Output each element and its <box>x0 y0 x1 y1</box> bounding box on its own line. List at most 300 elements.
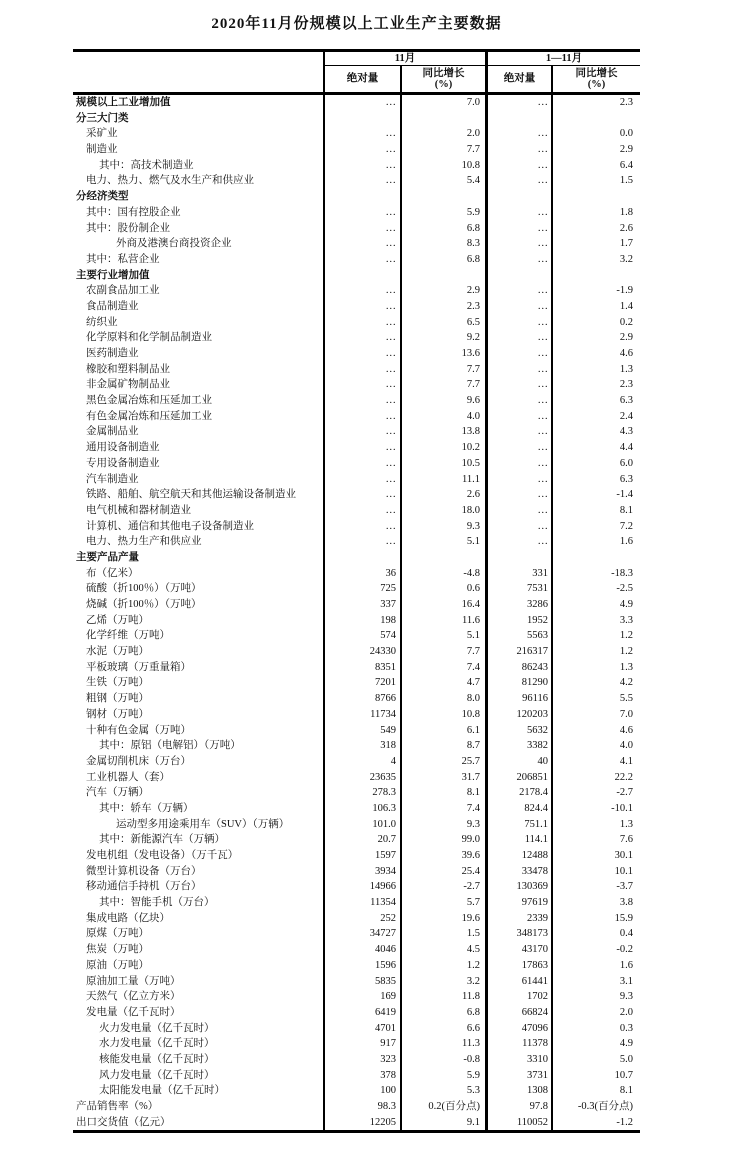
row-label: 其中：新能源汽车（万辆） <box>73 832 325 848</box>
row-label: 化学纤维（万吨） <box>73 628 325 644</box>
header-label: 绝对量 <box>503 73 536 85</box>
cell-cum-absolute: 2339 <box>488 911 553 927</box>
table-row <box>73 707 640 723</box>
cell-cum-growth: 4.6 <box>619 724 633 736</box>
table-row <box>73 126 640 142</box>
table-row <box>73 472 640 488</box>
cell-nov-growth: 7.7 <box>402 644 488 660</box>
row-label: 钢材（万吨） <box>73 707 325 723</box>
cell-nov-growth: 6.6 <box>402 1021 488 1037</box>
row-label: 化学原料和化学制品制造业 <box>73 330 325 346</box>
cell-nov-absolute: … <box>325 252 402 268</box>
row-label: 发电机组（发电设备）（万千瓦） <box>73 848 325 864</box>
cell-nov-absolute: 917 <box>325 1036 402 1052</box>
cell-nov-absolute: … <box>325 283 402 299</box>
table-row <box>73 1036 640 1052</box>
cell-cum-absolute: … <box>488 205 553 221</box>
row-label: 通用设备制造业 <box>73 440 325 456</box>
cell-cum-growth: 3.8 <box>619 897 633 909</box>
cell-nov-growth: 5.3 <box>402 1083 488 1099</box>
table-row <box>73 1099 640 1115</box>
cell-nov-growth: 5.4 <box>402 173 488 189</box>
row-label: 运动型多用途乘用车（SUV）（万辆） <box>73 817 325 833</box>
cell-nov-growth: 8.0 <box>402 691 488 707</box>
cell-nov-absolute: 20.7 <box>325 832 402 848</box>
cell-nov-absolute: 323 <box>325 1052 402 1068</box>
table-row <box>73 895 640 911</box>
table-row <box>73 440 640 456</box>
cell-nov-growth: 11.1 <box>402 472 488 488</box>
table-row <box>73 942 640 958</box>
table-row <box>73 252 640 268</box>
cell-cum-growth: 2.9 <box>619 332 633 344</box>
row-label: 电力、热力生产和供应业 <box>73 534 325 550</box>
table-row <box>73 597 640 613</box>
row-label: 其中：国有控股企业 <box>73 205 325 221</box>
cell-cum-growth: -3.7 <box>616 881 633 893</box>
header-label: 同比增长 <box>422 67 465 79</box>
cell-nov-growth: 16.4 <box>402 597 488 613</box>
cell-nov-growth: 13.8 <box>402 424 488 440</box>
cell-nov-absolute: … <box>325 519 402 535</box>
cell-nov-absolute: … <box>325 330 402 346</box>
row-label: 农副食品加工业 <box>73 283 325 299</box>
cell-nov-growth: 6.1 <box>402 723 488 739</box>
cell-cum-absolute: 216317 <box>488 644 553 660</box>
cell-cum-absolute <box>488 189 553 205</box>
cell-cum-growth: 0.3 <box>619 1022 633 1034</box>
cell-nov-growth: 5.1 <box>402 534 488 550</box>
cell-nov-growth: 9.6 <box>402 393 488 409</box>
cell-cum-absolute: 97.8 <box>488 1099 553 1115</box>
cell-cum-growth: 6.3 <box>619 395 633 407</box>
row-label: 制造业 <box>73 142 325 158</box>
cell-nov-growth: 0.6 <box>402 581 488 597</box>
cell-nov-growth: 39.6 <box>402 848 488 864</box>
cell-cum-absolute: … <box>488 346 553 362</box>
cell-cum-absolute: 130369 <box>488 879 553 895</box>
cell-cum-absolute: … <box>488 221 553 237</box>
cell-nov-absolute: 24330 <box>325 644 402 660</box>
cell-cum-absolute: 40 <box>488 754 553 770</box>
cell-cum-growth: 0.4 <box>619 928 633 940</box>
cell-nov-absolute: … <box>325 142 402 158</box>
table-row <box>73 111 640 127</box>
cell-nov-absolute: 198 <box>325 613 402 629</box>
cell-nov-growth: 10.5 <box>402 456 488 472</box>
row-label: 乙烯（万吨） <box>73 613 325 629</box>
cell-nov-absolute: … <box>325 440 402 456</box>
row-label: 分三大门类 <box>73 111 325 127</box>
row-label: 计算机、通信和其他电子设备制造业 <box>73 519 325 535</box>
row-label: 粗钢（万吨） <box>73 691 325 707</box>
table-row <box>73 675 640 691</box>
table-row <box>73 879 640 895</box>
row-label: 火力发电量（亿千瓦时） <box>73 1021 325 1037</box>
table-row <box>73 456 640 472</box>
cell-nov-growth <box>402 550 488 566</box>
cell-cum-absolute: 5563 <box>488 628 553 644</box>
row-label: 主要行业增加值 <box>73 268 325 284</box>
cell-nov-growth <box>402 111 488 127</box>
table-row <box>73 817 640 833</box>
row-label: 黑色金属冶炼和压延加工业 <box>73 393 325 409</box>
cell-nov-growth: 2.9 <box>402 283 488 299</box>
cell-cum-growth: 6.4 <box>619 159 633 171</box>
cell-cum-growth: 2.9 <box>619 144 633 156</box>
header-unit: (%) <box>434 79 453 90</box>
cell-cum-growth: 6.0 <box>619 457 633 469</box>
cell-nov-growth: 9.3 <box>402 817 488 833</box>
cell-cum-absolute: 331 <box>488 566 553 582</box>
cell-nov-absolute: 4701 <box>325 1021 402 1037</box>
header-label: 同比增长 <box>575 67 618 79</box>
cell-cum-absolute: 12488 <box>488 848 553 864</box>
cell-nov-absolute: 11734 <box>325 707 402 723</box>
cell-nov-growth: 10.2 <box>402 440 488 456</box>
row-label: 焦炭（万吨） <box>73 942 325 958</box>
cell-nov-absolute: … <box>325 158 402 174</box>
table-row <box>73 362 640 378</box>
cell-nov-growth: 5.9 <box>402 205 488 221</box>
cell-cum-absolute <box>488 268 553 284</box>
cell-nov-absolute <box>325 550 402 566</box>
cell-cum-growth: -1.4 <box>616 489 633 501</box>
cell-nov-absolute: 4046 <box>325 942 402 958</box>
row-label: 风力发电量（亿千瓦时） <box>73 1068 325 1084</box>
cell-cum-absolute: … <box>488 173 553 189</box>
row-label: 水力发电量（亿千瓦时） <box>73 1036 325 1052</box>
row-label: 烧碱（折100％）（万吨） <box>73 597 325 613</box>
cell-cum-growth: 30.1 <box>614 850 633 861</box>
cell-nov-absolute: 23635 <box>325 770 402 786</box>
cell-nov-absolute: … <box>325 95 402 111</box>
cell-cum-absolute: 110052 <box>488 1115 553 1131</box>
cell-cum-growth: -2.7 <box>616 787 633 799</box>
table-row <box>73 95 640 111</box>
cell-cum-absolute: … <box>488 503 553 519</box>
row-label: 规模以上工业增加值 <box>73 95 325 111</box>
row-label: 移动通信手持机（万台） <box>73 879 325 895</box>
row-label: 水泥（万吨） <box>73 644 325 660</box>
cell-cum-growth: 4.2 <box>619 677 633 689</box>
cell-cum-growth: 1.8 <box>619 206 633 218</box>
cell-nov-absolute: … <box>325 362 402 378</box>
cell-nov-growth: 1.2 <box>402 958 488 974</box>
cell-nov-growth: 19.6 <box>402 911 488 927</box>
row-label: 原油加工量（万吨） <box>73 974 325 990</box>
cell-nov-absolute: … <box>325 409 402 425</box>
cell-nov-absolute: … <box>325 205 402 221</box>
table-row <box>73 566 640 582</box>
table-row <box>73 723 640 739</box>
cell-nov-growth: 7.0 <box>402 95 488 111</box>
header-group-november: 11月 <box>325 52 488 66</box>
row-label: 金属制品业 <box>73 424 325 440</box>
cell-nov-growth: 18.0 <box>402 503 488 519</box>
cell-nov-growth: 13.6 <box>402 346 488 362</box>
cell-cum-growth <box>553 189 640 205</box>
cell-nov-growth: 2.0 <box>402 126 488 142</box>
table-row <box>73 754 640 770</box>
cell-cum-absolute: 3731 <box>488 1068 553 1084</box>
row-label: 十种有色金属（万吨） <box>73 723 325 739</box>
cell-nov-growth: 7.7 <box>402 362 488 378</box>
row-label: 医药制造业 <box>73 346 325 362</box>
table-row <box>73 1005 640 1021</box>
cell-cum-absolute: … <box>488 330 553 346</box>
cell-cum-growth: 0.2 <box>619 316 633 328</box>
cell-nov-absolute: … <box>325 456 402 472</box>
cell-nov-absolute: 100 <box>325 1083 402 1099</box>
cell-nov-growth: 7.7 <box>402 142 488 158</box>
cell-nov-absolute: … <box>325 126 402 142</box>
cell-cum-absolute: … <box>488 377 553 393</box>
cell-cum-absolute: 86243 <box>488 660 553 676</box>
cell-cum-growth: 3.1 <box>619 975 633 987</box>
cell-cum-absolute: 3286 <box>488 597 553 613</box>
cell-nov-absolute: 8351 <box>325 660 402 676</box>
cell-nov-growth <box>402 268 488 284</box>
cell-cum-growth: 5.5 <box>619 693 633 705</box>
cell-nov-growth: 9.3 <box>402 519 488 535</box>
table-row <box>73 644 640 660</box>
table-row <box>73 142 640 158</box>
table-row <box>73 283 640 299</box>
cell-nov-absolute: 8766 <box>325 691 402 707</box>
cell-nov-growth: 1.5 <box>402 926 488 942</box>
cell-cum-growth: 1.5 <box>619 175 633 187</box>
cell-nov-absolute: 6419 <box>325 1005 402 1021</box>
cell-cum-absolute: 17863 <box>488 958 553 974</box>
cell-cum-absolute: 3310 <box>488 1052 553 1068</box>
cell-cum-growth: 15.9 <box>614 912 633 924</box>
row-label: 原煤（万吨） <box>73 926 325 942</box>
cell-nov-absolute: 5835 <box>325 974 402 990</box>
row-label: 发电量（亿千瓦时） <box>73 1005 325 1021</box>
cell-cum-growth: 4.4 <box>619 442 633 454</box>
cell-cum-absolute: 348173 <box>488 926 553 942</box>
cell-cum-growth: 0.0 <box>619 128 633 140</box>
table-row <box>73 346 640 362</box>
cell-cum-growth <box>553 268 640 284</box>
cell-cum-absolute: … <box>488 315 553 331</box>
cell-nov-growth: 9.1 <box>402 1115 488 1131</box>
table-row <box>73 534 640 550</box>
row-label: 纺织业 <box>73 315 325 331</box>
cell-nov-absolute: 106.3 <box>325 801 402 817</box>
cell-nov-growth: -2.7 <box>402 879 488 895</box>
cell-nov-growth: 11.6 <box>402 613 488 629</box>
cell-nov-absolute: … <box>325 503 402 519</box>
row-label: 外商及港澳台商投资企业 <box>73 236 325 252</box>
cell-nov-growth: 31.7 <box>402 770 488 786</box>
cell-cum-absolute: 7531 <box>488 581 553 597</box>
table-header <box>73 52 640 95</box>
header-label: 绝对量 <box>346 73 379 85</box>
cell-nov-absolute: 12205 <box>325 1115 402 1131</box>
table-row <box>73 801 640 817</box>
cell-nov-growth: 9.2 <box>402 330 488 346</box>
row-label: 核能发电量（亿千瓦时） <box>73 1052 325 1068</box>
cell-cum-growth: 1.2 <box>619 646 633 658</box>
cell-nov-growth: 4.0 <box>402 409 488 425</box>
cell-cum-absolute: 11378 <box>488 1036 553 1052</box>
table-row <box>73 864 640 880</box>
cell-nov-absolute <box>325 111 402 127</box>
cell-cum-absolute: … <box>488 440 553 456</box>
cell-cum-growth: 2.6 <box>619 222 633 234</box>
table-row <box>73 911 640 927</box>
cell-cum-absolute: 81290 <box>488 675 553 691</box>
cell-nov-absolute: 725 <box>325 581 402 597</box>
cell-nov-absolute: … <box>325 534 402 550</box>
cell-nov-absolute <box>325 189 402 205</box>
cell-nov-absolute: 11354 <box>325 895 402 911</box>
cell-nov-growth: 8.1 <box>402 785 488 801</box>
cell-cum-absolute: … <box>488 534 553 550</box>
cell-nov-growth: 11.8 <box>402 989 488 1005</box>
cell-cum-absolute: … <box>488 283 553 299</box>
row-label: 电力、热力、燃气及水生产和供应业 <box>73 173 325 189</box>
cell-cum-growth: 1.6 <box>619 536 633 548</box>
table-row <box>73 377 640 393</box>
cell-nov-absolute: 1597 <box>325 848 402 864</box>
cell-cum-growth: -1.9 <box>616 285 633 297</box>
cell-cum-growth: 1.3 <box>619 818 633 830</box>
table-row <box>73 974 640 990</box>
cell-cum-growth: 7.0 <box>619 708 633 720</box>
cell-nov-absolute: 252 <box>325 911 402 927</box>
cell-nov-growth: -0.8 <box>402 1052 488 1068</box>
cell-cum-growth: 1.3 <box>619 661 633 673</box>
table-row <box>73 770 640 786</box>
table-row <box>73 738 640 754</box>
cell-cum-growth: -1.2 <box>616 1116 633 1128</box>
cell-nov-growth: 11.3 <box>402 1036 488 1052</box>
cell-nov-growth: 6.8 <box>402 221 488 237</box>
cell-cum-absolute: … <box>488 487 553 503</box>
row-label: 平板玻璃（万重量箱） <box>73 660 325 676</box>
table-row <box>73 173 640 189</box>
cell-cum-absolute: … <box>488 519 553 535</box>
cell-cum-absolute: 206851 <box>488 770 553 786</box>
cell-nov-absolute: 1596 <box>325 958 402 974</box>
cell-nov-absolute: … <box>325 393 402 409</box>
cell-cum-absolute: … <box>488 158 553 174</box>
cell-cum-absolute: … <box>488 299 553 315</box>
table-row <box>73 989 640 1005</box>
cell-cum-growth: -0.3(百分点) <box>577 1101 633 1112</box>
cell-nov-absolute: … <box>325 173 402 189</box>
cell-nov-absolute: 3934 <box>325 864 402 880</box>
table-row <box>73 205 640 221</box>
cell-cum-absolute: … <box>488 424 553 440</box>
cell-cum-absolute: 47096 <box>488 1021 553 1037</box>
row-label: 汽车制造业 <box>73 472 325 488</box>
cell-nov-growth: 8.3 <box>402 236 488 252</box>
cell-nov-growth: 6.8 <box>402 1005 488 1021</box>
row-label: 硫酸（折100％）（万吨） <box>73 581 325 597</box>
table-row <box>73 424 640 440</box>
cell-cum-growth: 4.6 <box>619 348 633 359</box>
cell-cum-absolute: 114.1 <box>488 832 553 848</box>
cell-cum-growth: 6.3 <box>619 473 633 485</box>
table-row <box>73 189 640 205</box>
cell-nov-absolute: … <box>325 424 402 440</box>
cell-cum-growth <box>553 111 640 127</box>
cell-cum-growth: 7.2 <box>619 520 633 532</box>
cell-nov-absolute: 7201 <box>325 675 402 691</box>
row-label: 布（亿米） <box>73 566 325 582</box>
cell-cum-absolute <box>488 111 553 127</box>
header-group-jan-to-nov: 1—11月 <box>488 52 640 66</box>
table-row <box>73 519 640 535</box>
cell-cum-growth: 4.9 <box>619 599 633 610</box>
data-table <box>73 49 640 1133</box>
table-row <box>73 550 640 566</box>
cell-cum-growth: 10.1 <box>614 865 633 877</box>
cell-cum-growth: 9.3 <box>619 991 633 1003</box>
cell-nov-absolute: … <box>325 221 402 237</box>
cell-nov-growth: 5.9 <box>402 1068 488 1084</box>
cell-cum-absolute: … <box>488 472 553 488</box>
row-label: 金属切削机床（万台） <box>73 754 325 770</box>
cell-cum-absolute: 97619 <box>488 895 553 911</box>
cell-cum-growth: 2.3 <box>619 97 633 108</box>
table-row <box>73 1068 640 1084</box>
cell-nov-absolute: … <box>325 487 402 503</box>
cell-nov-absolute: 98.3 <box>325 1099 402 1115</box>
cell-cum-absolute: 66824 <box>488 1005 553 1021</box>
cell-cum-absolute: 61441 <box>488 974 553 990</box>
table-row <box>73 268 640 284</box>
cell-nov-growth: 10.8 <box>402 158 488 174</box>
header-nov-absolute <box>325 66 402 92</box>
row-label: 集成电路（亿块） <box>73 911 325 927</box>
cell-nov-growth: 8.7 <box>402 738 488 754</box>
cell-nov-growth: 7.4 <box>402 801 488 817</box>
table-row <box>73 785 640 801</box>
cell-cum-growth: 5.0 <box>619 1053 633 1065</box>
cell-cum-absolute: 751.1 <box>488 817 553 833</box>
cell-cum-absolute: 1952 <box>488 613 553 629</box>
row-label: 其中：私营企业 <box>73 252 325 268</box>
table-row <box>73 660 640 676</box>
cell-nov-growth: 25.4 <box>402 864 488 880</box>
cell-nov-absolute: 34727 <box>325 926 402 942</box>
table-row <box>73 158 640 174</box>
cell-nov-absolute <box>325 268 402 284</box>
cell-nov-growth: 4.7 <box>402 675 488 691</box>
row-label: 其中：智能手机（万台） <box>73 895 325 911</box>
cell-nov-absolute: 36 <box>325 566 402 582</box>
cell-nov-absolute: … <box>325 346 402 362</box>
row-label: 产品销售率（%） <box>73 1099 325 1115</box>
cell-nov-growth: 3.2 <box>402 974 488 990</box>
table-row <box>73 832 640 848</box>
table-row <box>73 487 640 503</box>
cell-nov-growth: 4.5 <box>402 942 488 958</box>
cell-cum-growth: 4.9 <box>619 1038 633 1050</box>
row-label: 工业机器人（套） <box>73 770 325 786</box>
cell-cum-growth: 1.4 <box>619 300 633 312</box>
row-label: 有色金属冶炼和压延加工业 <box>73 409 325 425</box>
cell-nov-growth: 5.7 <box>402 895 488 911</box>
cell-cum-growth: 8.1 <box>619 1085 633 1097</box>
cell-cum-absolute: 96116 <box>488 691 553 707</box>
cell-cum-absolute: … <box>488 362 553 378</box>
